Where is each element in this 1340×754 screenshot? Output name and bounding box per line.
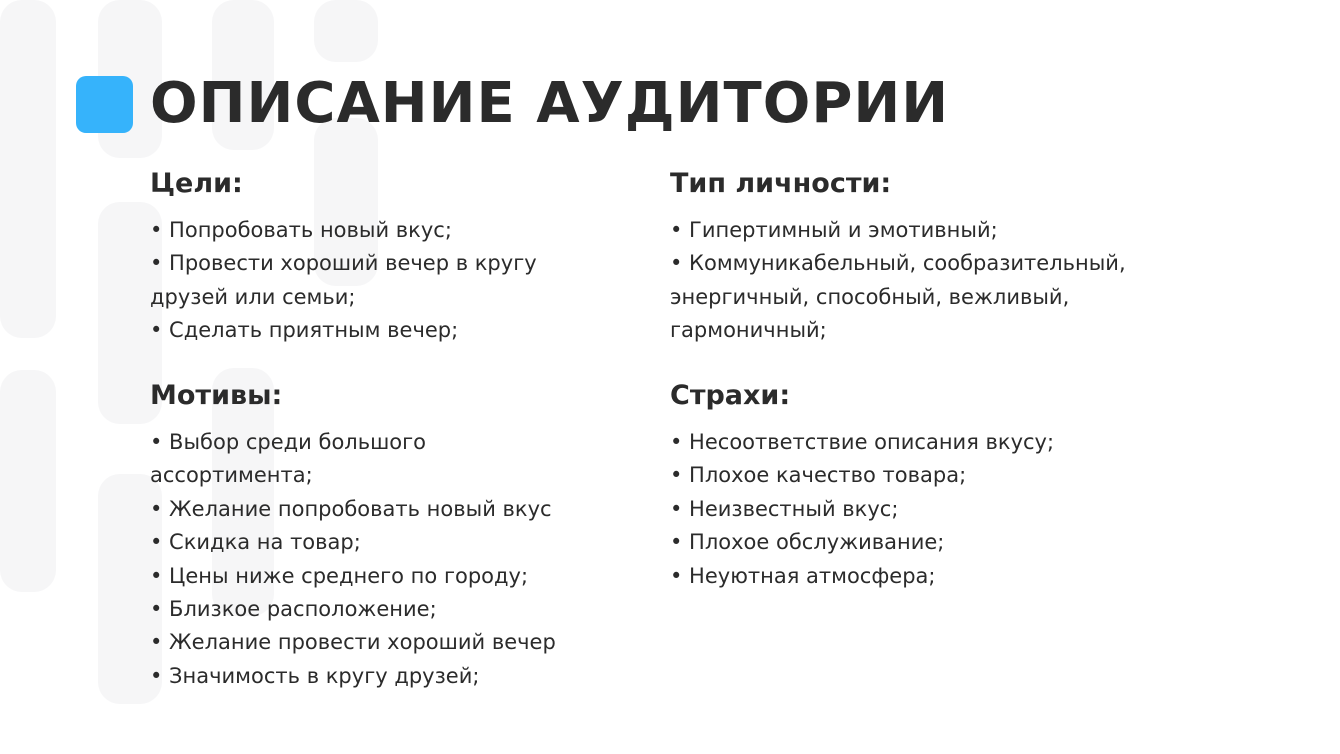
list-item: • Близкое расположение; bbox=[150, 597, 437, 622]
list-item: • Значимость в кругу друзей; bbox=[150, 663, 480, 688]
section-heading-personality: Тип личности: bbox=[670, 168, 892, 199]
background-bar bbox=[0, 370, 56, 592]
list-item: • Цены ниже среднего по городу; bbox=[150, 563, 529, 588]
section-heading-motives: Мотивы: bbox=[150, 380, 283, 411]
list-item: • Провести хороший вечер в кругу друзей или семьи; bbox=[150, 251, 537, 309]
list-item: • Плохое обслуживание; bbox=[670, 530, 945, 555]
list-item: • Скидка на товар; bbox=[150, 530, 361, 555]
fears-list bbox=[670, 426, 1054, 593]
section-fears bbox=[670, 378, 1054, 593]
list-item: • Коммуникабельный, сообразительный, энергичный, способный, вежливый, гармоничный; bbox=[670, 251, 1126, 343]
background-bar bbox=[0, 0, 56, 338]
list-item: • Желание провести хороший вечер bbox=[150, 630, 556, 655]
list-item: • Желание попробовать новый вкус bbox=[150, 496, 552, 521]
page-title: ОПИСАНИЕ АУДИТОРИИ bbox=[150, 71, 950, 136]
list-item: • Гипертимный и эмотивный; bbox=[670, 218, 998, 242]
list-item: • Попробовать новый вкус; bbox=[150, 218, 452, 242]
personality-list bbox=[670, 214, 1126, 348]
section-motives bbox=[150, 378, 556, 693]
list-item: • Выбор среди большого ассортимента; bbox=[150, 430, 427, 488]
title-block bbox=[76, 72, 949, 136]
goals-list bbox=[150, 214, 537, 348]
title-accent-square bbox=[76, 76, 133, 133]
section-heading-goals: Цели: bbox=[150, 168, 243, 199]
motives-list bbox=[150, 426, 556, 693]
background-bar bbox=[314, 0, 378, 62]
list-item: • Несоответствие описания вкусу; bbox=[670, 430, 1055, 454]
list-item: • Неуютная атмосфера; bbox=[670, 563, 936, 588]
section-heading-fears: Страхи: bbox=[670, 380, 791, 411]
list-item: • Плохое качество товара; bbox=[670, 463, 967, 488]
section-personality bbox=[670, 166, 1126, 348]
section-goals bbox=[150, 166, 537, 348]
list-item: • Неизвестный вкус; bbox=[670, 496, 899, 521]
list-item: • Сделать приятным вечер; bbox=[150, 318, 459, 343]
